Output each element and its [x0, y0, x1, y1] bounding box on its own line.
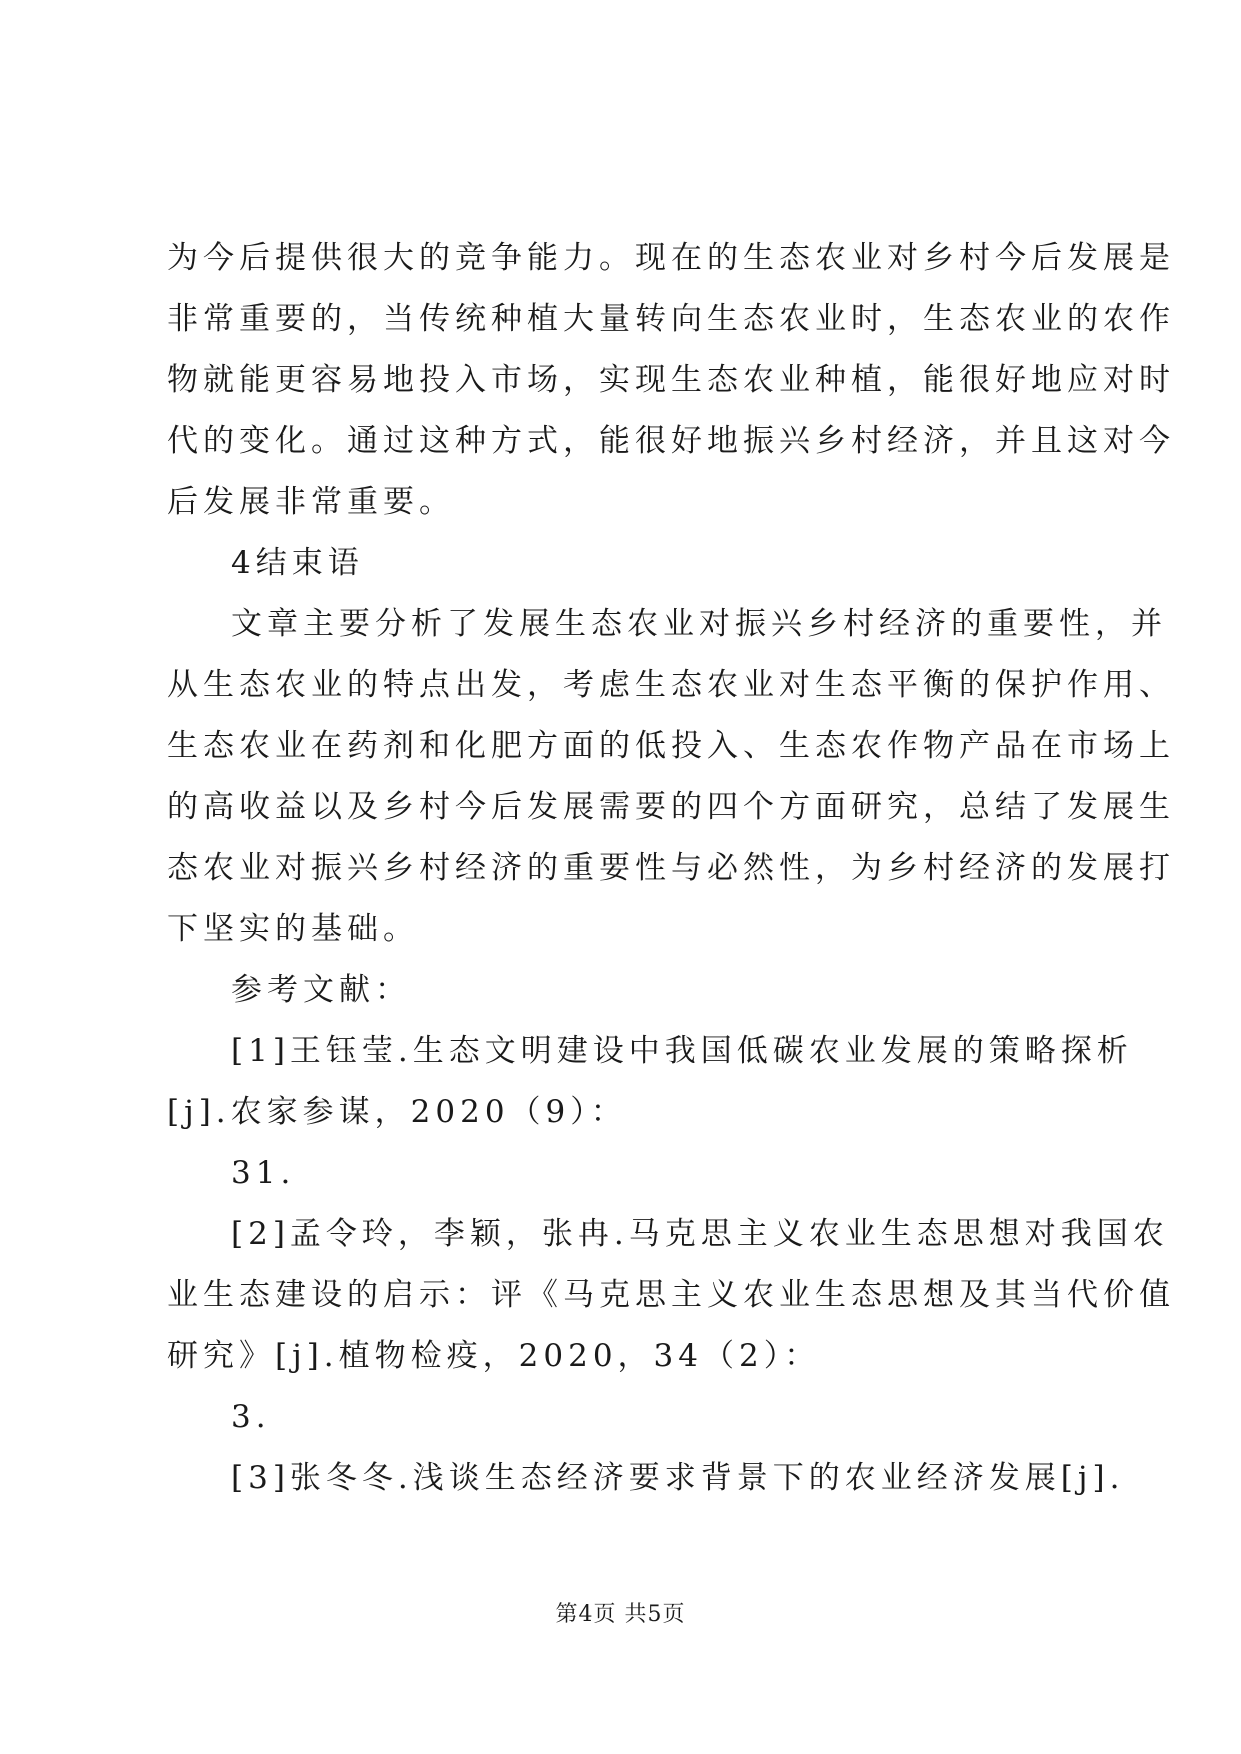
continuation-paragraph [167, 228, 1175, 533]
text-line: 生态农业在药剂和化肥方面的低投入、生态农作物产品在市场上 [167, 728, 1175, 764]
text-line: 非常重要的，当传统种植大量转向生态农业时，生态农业的农作 [167, 301, 1175, 337]
reference-line: 业生态建设的启示：评《马克思主义农业生态思想及其当代价值 [167, 1277, 1175, 1313]
text-line: 从生态农业的特点出发，考虑生态农业对生态平衡的保护作用、 [167, 667, 1175, 703]
text-line: 为今后提供很大的竞争能力。现在的生态农业对乡村今后发展是 [167, 240, 1175, 276]
text-line: 态农业对振兴乡村经济的重要性与必然性，为乡村经济的发展打 [167, 850, 1175, 886]
reference-continuation: 31. [231, 1155, 296, 1191]
section-heading: 4结束语 [231, 545, 364, 581]
reference-line: 研究》[j].植物检疫，2020，34（2）： [167, 1338, 821, 1374]
reference-item [167, 1204, 1175, 1448]
reference-continuation: 3. [231, 1399, 271, 1435]
reference-line: [1]王钰莹.生态文明建设中我国低碳农业发展的策略探析 [231, 1033, 1133, 1069]
conclusion-paragraph [167, 594, 1175, 960]
reference-item [167, 1448, 1125, 1509]
text-line: 文章主要分析了发展生态农业对振兴乡村经济的重要性，并 [231, 606, 1167, 642]
text-line: 物就能更容易地投入市场，实现生态农业种植，能很好地应对时 [167, 362, 1175, 398]
page-footer [0, 1600, 1241, 1630]
reference-item [167, 1021, 1133, 1204]
text-line: 代的变化。通过这种方式，能很好地振兴乡村经济，并且这对今 [167, 423, 1175, 459]
text-line: 后发展非常重要。 [167, 484, 455, 520]
reference-list [167, 1021, 1175, 1509]
page-number-label: 第4页 共5页 [555, 1602, 686, 1627]
reference-line: [j].农家参谋，2020（9）： [167, 1094, 627, 1130]
references-heading: 参考文献： [231, 972, 411, 1008]
reference-line: [2]孟令玲，李颖，张冉.马克思主义农业生态思想对我国农 [231, 1216, 1169, 1252]
reference-line: [3]张冬冬.浅谈生态经济要求背景下的农业经济发展[j]. [231, 1460, 1125, 1496]
text-line: 的高收益以及乡村今后发展需要的四个方面研究，总结了发展生 [167, 789, 1175, 825]
document-body [167, 228, 1175, 1509]
text-line: 下坚实的基础。 [167, 911, 419, 947]
